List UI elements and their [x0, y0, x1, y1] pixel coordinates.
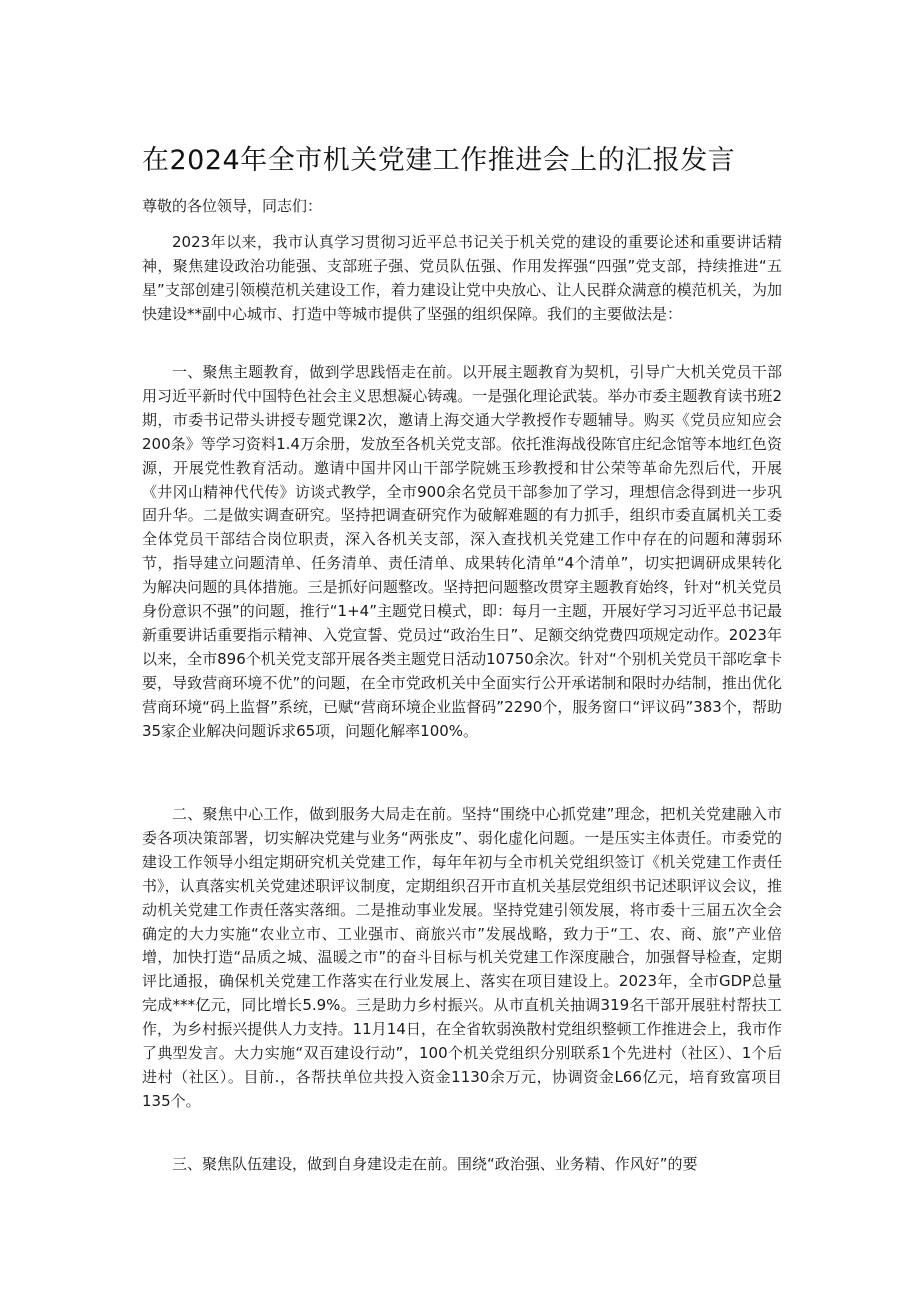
- paragraph-section-two: 二、聚焦中心工作，做到服务大局走在前。坚持“围绕中心抓党建”理念，把机关党建融入市委各项决策部署，切实解决党建与业务“两张皮”、弱化虚化问题。一是压实主体责任。市委党的建设工作领导小组定期研究机关党建工作，每年年初与全市机关党组织签订《机关党建工作责任书》，认真落实机关党建述职评议制度，定期组织召开市直机关基层党组织书记述职评议会议，推动机关党建工作责任落实落细。二是推动事业发展。坚持党建引领发展，将市委十三届五次全会确定的大力实施“农业立市、工业强市、商旅兴市”发展战略，致力于“工、农、商、旅”产业倍增，加快打造“品质之城、温暖之市”的奋斗目标与机关党建工作深度融合，加强督导检查，定期评比通报，确保机关党建工作落实在行业发展上、落实在项目建设上。2023年，全市GDP总量完成***亿元，同比增长5.9%。三是助力乡村振兴。从市直机关抽调319名干部开展驻村帮扶工作，为乡村振兴提供人力支持。11月14日，在全省软弱涣散村党组织整顿工作推进会上，我市作了典型发言。大力实施“双百建设行动”，100个机关党组织分别联系1个先进村（社区）、1个后进村（社区）。目前.，各帮扶单位共投入资金1130余万元，协调资金L66亿元，培育致富项目135个。: [142, 805, 782, 1110]
- document-title: 在2024年全市机关党建工作推进会上的汇报发言: [142, 145, 736, 176]
- salutation: 尊敬的各位领导，同志们：: [142, 197, 323, 215]
- paragraph-section-one: 一、聚焦主题教育，做到学思践悟走在前。以开展主题教育为契机，引导广大机关党员干部用习近平新时代中国特色社会主义思想凝心铸魂。一是强化理论武装。举办市委主题教育读书班2期，市委书记带头讲授专题党课2次，邀请上海交通大学教授作专题辅导。购买《党员应知应会200条》等学习资料1.4万余册，发放至各机关党支部。依托淮海战役陈官庄纪念馆等本地红色资源，开展党性教育活动。邀请中国井冈山干部学院姚玉珍教授和甘公荣等革命先烈后代，开展《井冈山精神代代传》访谈式教学，全市900余名党员干部参加了学习，理想信念得到进一步巩固升华。二是做实调查研究。坚持把调查研究作为破解难题的有力抓手，组织市委直属机关工委全体党员干部结合岗位职责，深入各机关支部，深入查找机关党建工作中存在的问题和薄弱环节，指导建立问题清单、任务清单、责任清单、成果转化清单“4个清单”，切实把调研成果转化为解决问题的具体措施。三是抓好问题整改。坚持把问题整改贯穿主题教育始终，针对“机关党员身份意识不强”的问题，推行“1+4”主题党日模式，即：每月一主题，开展好学习习近平总书记最新重要讲话重要指示精神、入党宣誓、党员过“政治生日”、足额交纳党费四项规定动作。2023年以来，全市896个机关党支部开展各类主题党日活动10750余次。针对“个别机关党员干部吃拿卡要，导致营商环境不优”的问题，在全市党政机关中全面实行公开承诺制和限时办结制，推出优化营商环境“码上监督”系统，已赋“营商环境企业监督码”2290个，服务窗口“评议码”383个，帮助35家企业解决问题诉求65项，问题化解率100%。: [142, 363, 782, 740]
- paragraph-intro: 2023年以来，我市认真学习贯彻习近平总书记关于机关党的建设的重要论述和重要讲话精神，聚焦建设政治功能强、支部班子强、党员队伍强、作用发挥强“四强”党支部，持续推进“五星”支部创建引领模范机关建设工作，着力建设让党中央放心、让人民群众满意的模范机关，为加快建设**副中心城市、打造中等城市提供了坚强的组织保障。我们的主要做法是：: [142, 233, 782, 323]
- paragraph-section-three: 三、聚焦队伍建设，做到自身建设走在前。围绕“政治强、业务精、作风好”的要: [172, 1155, 698, 1173]
